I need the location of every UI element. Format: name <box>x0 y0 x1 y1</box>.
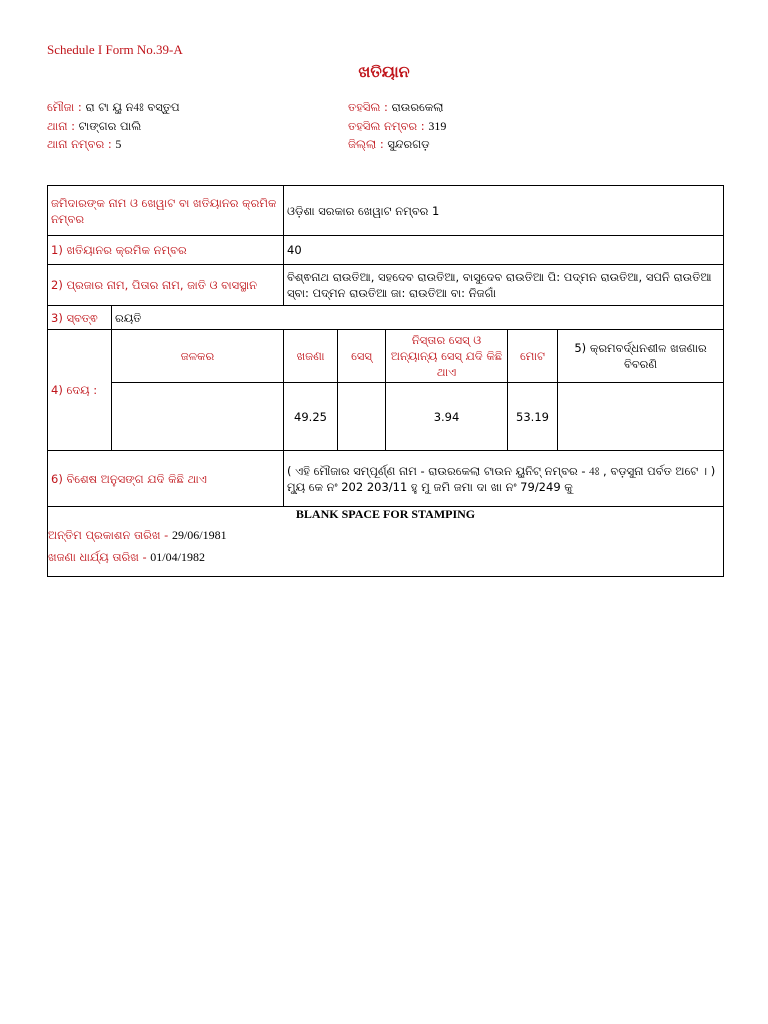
owner-label: ଜମିଦାରଙ୍କ ନାମ ଓ ଖେୱାଟ ବା ଖତିୟାନର କ୍ରମିକ ନମ୍ବର <box>48 186 284 236</box>
stamp-space-label: BLANK SPACE FOR STAMPING <box>295 507 476 521</box>
remarks-label: 6) ବିଶେଷ ଅନୁସଙ୍ଗ ଯଦି କିଛି ଥାଏ <box>48 451 284 507</box>
owner-value: ଓଡ଼ିଶା ସରକାର ଖେୱାଟ ନମ୍ବର 1 <box>284 186 724 236</box>
dues-value-total: 53.19 <box>508 383 558 451</box>
district-value: ସୁନ୍ଦରଗଡ଼ <box>387 137 430 151</box>
final-publication-line <box>48 527 723 543</box>
mouza-line <box>47 100 180 115</box>
tenant-row <box>48 265 724 306</box>
tahasil-no-label: ତହସିଲ ନମ୍ବର : <box>348 119 425 133</box>
dues-header-jalakar: ଜଳକର <box>112 330 284 383</box>
thana-label: ଥାନା : <box>47 119 75 133</box>
tahasil-line <box>348 100 444 115</box>
remarks-row <box>48 451 724 507</box>
mouza-label: ମୌଜା : <box>47 100 82 114</box>
right-row <box>48 306 724 330</box>
serial-label: 1) ଖତିୟାନର କ୍ରମିକ ନମ୍ବର <box>48 236 284 265</box>
tahasil-label: ତହସିଲ : <box>348 100 388 114</box>
stamp-row <box>48 507 724 577</box>
thana-no-line <box>47 137 121 152</box>
dues-value-progressive <box>558 383 724 451</box>
dues-label: 4) ଦେୟ : <box>48 330 112 451</box>
mouza-value: ରା ଟା ୟୁ ନ4ଃ ବସ୍ତୁପ <box>85 100 180 114</box>
dues-value-cess <box>338 383 386 451</box>
dues-header-progressive: 5) କ୍ରମବର୍ଦ୍ଧନଶୀଳ ଖଜଣାର ବିବରଣି <box>558 330 724 383</box>
dues-values-row <box>48 383 724 451</box>
remarks-value: ( ଏହି ମୌଜାର ସମ୍ପୂର୍ଣ୍ଣ ନାମ - ରାଉରକେଲା ଟାଉନ ୟୁନିଟ୍ ନମ୍ବର - 4ଃ , ବଡ଼ସୁନା ପର୍ବତ ଅଟେ । ) ମ୍ୟୁ କେ ନଂ 202 203/11 ହୁ ମୁ ଜମି ଜମା ଦା ଖା ନଂ 79/249 କୁ <box>284 451 724 507</box>
owner-row <box>48 186 724 236</box>
form-number: Schedule I Form No.39-A <box>47 42 183 57</box>
rent-fixed-date: 01/04/1982 <box>150 550 205 564</box>
dues-value-khajana: 49.25 <box>284 383 338 451</box>
dues-value-jalakar <box>112 383 284 451</box>
tahasil-no-line <box>348 119 446 134</box>
khatiyan-table <box>47 185 724 577</box>
dues-header-other-cess: ନିସ୍ତାର ସେସ୍ ଓ ଅନ୍ୟାନ୍ୟ ସେସ୍ ଯଦି କିଛି ଥାଏ <box>386 330 508 383</box>
rent-fixed-label: ଖଜଣା ଧାର୍ଯ୍ୟ ତାରିଖ - <box>48 550 147 564</box>
tenant-value: ବିଶ୍ଵନାଥ ରାଉତିଆ, ସହଦେବ ରାଉତିଆ, ବାସୁଦେବ ରାଉତିଆ ପି: ପଦ୍ମନ ରାଉତିଆ, ସପନି ରାଉତିଆ ସ୍ବା: ପଦ୍ମନ ରାଉତିଆ ଜା: ରାଉତିଆ ବା: ନିଜଗାଁ <box>284 265 724 306</box>
dues-value-other-cess: 3.94 <box>386 383 508 451</box>
thana-no-value: 5 <box>115 137 122 151</box>
district-label: ଜିଲ୍ଲା : <box>348 137 384 151</box>
final-publication-label: ଅନ୍ତିମ ପ୍ରକାଶନ ତାରିଖ - <box>48 528 169 542</box>
thana-value: ଟାଙ୍ଗର ପାଲି <box>78 119 142 133</box>
dues-header-khajana: ଖଜଣା <box>284 330 338 383</box>
tahasil-value: ରାଉରକେଲା <box>391 100 444 114</box>
dues-header-row <box>48 330 724 383</box>
dues-header-total: ମୋଟ <box>508 330 558 383</box>
thana-line <box>47 119 141 134</box>
final-publication-date: 29/06/1981 <box>171 528 227 542</box>
tahasil-no-value: 319 <box>428 119 447 133</box>
serial-value: 40 <box>284 236 724 265</box>
serial-row <box>48 236 724 265</box>
dues-header-cess: ସେସ୍ <box>338 330 386 383</box>
rent-fixed-line <box>48 549 723 565</box>
page-title: ଖତିୟାନ <box>358 62 410 81</box>
right-value: ରୟତି <box>112 306 724 330</box>
right-label: 3) ସ୍ବତ୍ଵ <box>48 306 112 330</box>
stamp-cell <box>48 507 724 577</box>
tenant-label: 2) ପ୍ରଜାର ନାମ, ପିତାର ନାମ, ଜାତି ଓ ବାସସ୍ଥାନ <box>48 265 284 306</box>
thana-no-label: ଥାନା ନମ୍ବର : <box>47 137 112 151</box>
district-line <box>348 137 430 152</box>
